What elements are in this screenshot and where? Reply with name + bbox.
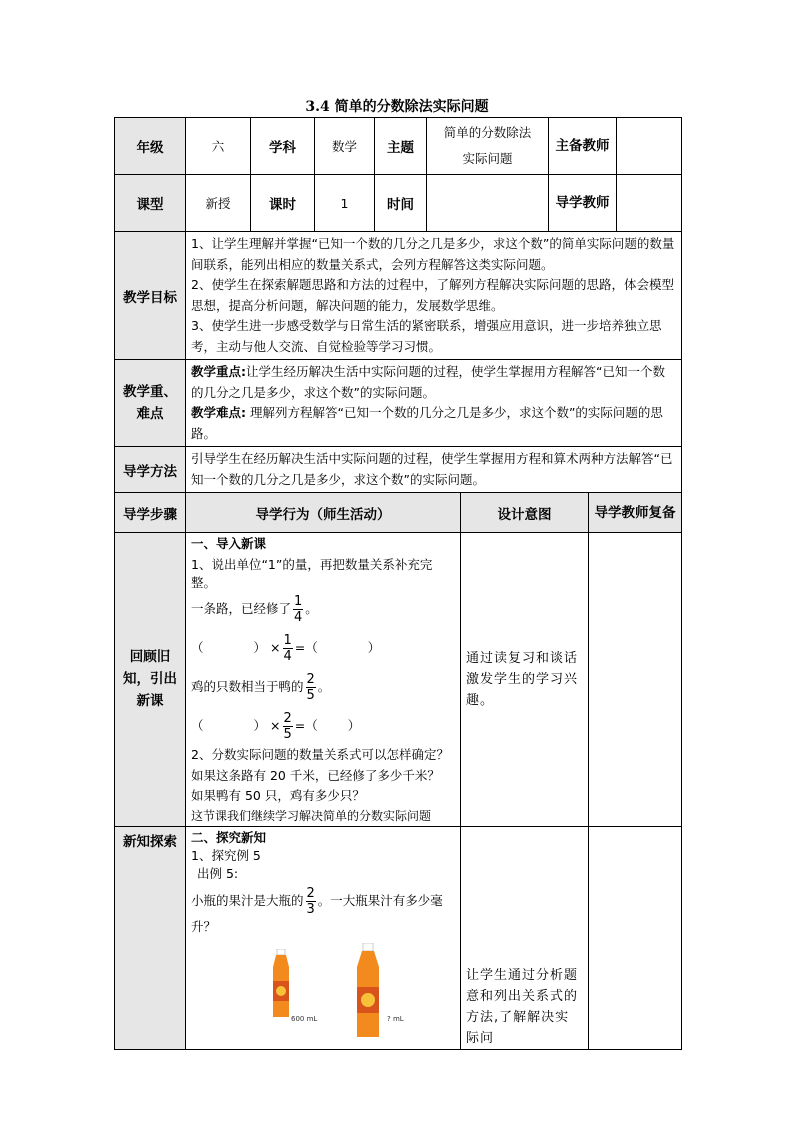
fraction-1-4: $\frac{1}{4}$	[294, 594, 303, 625]
col-intent: 设计意图	[461, 493, 589, 533]
explore-prep	[589, 826, 682, 1049]
type-value: 新授	[186, 175, 251, 232]
explore-intent: 让学生通过分析题意和列出关系式的方法,了解解决实际问	[461, 826, 589, 1049]
type-label: 课型	[115, 175, 186, 232]
prep-teacher-value	[617, 118, 682, 175]
grade-label: 年级	[115, 118, 186, 175]
topic-line2: 实际问题	[462, 151, 513, 166]
difficulty-label: 教学难点:	[191, 405, 246, 420]
focus-label: 教学重点:	[191, 364, 246, 379]
fraction-2-5: $\frac{2}{5}$	[283, 711, 292, 742]
subject-label: 学科	[251, 118, 315, 175]
time-label: 时间	[375, 175, 427, 232]
explore-label: 新知探索	[115, 826, 186, 1049]
duck-line: 鸡的只数相当于鸭的 $\frac{2}{5}$ 。	[191, 672, 331, 703]
prep-teacher-label: 主备教师	[549, 118, 617, 175]
col-prep: 导学教师复备	[589, 493, 682, 533]
explore-sub2: 出例 5:	[197, 865, 239, 881]
goal-item: 2、使学生在探索解题思路和方法的过程中，了解列方程解决实际问题的思路，体会模型思想，提高分析问题，解决问题的能力，发展数学思维。	[191, 277, 674, 313]
fraction-2-3: $\frac{2}{3}$	[306, 885, 315, 917]
goals-content	[186, 232, 682, 360]
method-label: 导学方法	[115, 447, 186, 493]
road-equation: （ ） × $\frac{1}{4}$ =（ ）	[191, 633, 381, 664]
small-bottle-caption: 600 mL	[291, 1014, 318, 1023]
keypoints-content	[186, 360, 682, 447]
lesson-plan-table	[114, 117, 682, 1050]
explore-heading: 二、探究新知	[191, 829, 267, 845]
fraction-1-4: $\frac{1}{4}$	[283, 633, 292, 664]
review-prep	[589, 533, 682, 827]
explore-sub1: 1、探究例 5	[191, 847, 261, 863]
page-title: 3.4 简单的分数除法实际问题	[305, 99, 489, 115]
col-steps: 导学步骤	[115, 493, 186, 533]
large-juice-bottle	[351, 943, 385, 1039]
explore-problem: 小瓶的果汁是大瓶的 $\frac{2}{3}$ 。一大瓶果汁有多少毫升？	[191, 885, 443, 934]
large-bottle-caption: ? mL	[387, 1014, 404, 1023]
difficulty-text: 理解列方程解答“已知一个数的几分之几是多少，求这个数”的实际问题的思路。	[191, 405, 663, 441]
hours-value: 1	[315, 175, 375, 232]
review-content	[186, 533, 461, 827]
review-heading: 一、导入新课	[191, 536, 267, 551]
review-intent: 通过读复习和谈话激发学生的学习兴趣。	[461, 533, 589, 827]
goals-label: 教学目标	[115, 232, 186, 360]
hours-label: 课时	[251, 175, 315, 232]
subject-value: 数学	[315, 118, 375, 175]
topic-line1: 简单的分数除法	[443, 125, 532, 140]
explore-content	[186, 826, 461, 1049]
method-text: 引导学生在经历解决生活中实际问题的过程，使学生掌握用方程和算术两种方法解答“已知一个数的几分之几是多少，求这个数”的实际问题。	[186, 447, 682, 493]
review-q4: 如果鸭有 50 只，鸡有多少只？	[191, 788, 365, 803]
duck-equation: （ ） × $\frac{2}{5}$ =（ ）	[191, 711, 361, 742]
review-q3: 如果这条路有 20 千米，已经修了多少千米？	[191, 767, 440, 783]
keypoints-label: 教学重、难点	[115, 360, 186, 447]
review-q2: 2、分数实际问题的数量关系式可以怎样确定？	[191, 747, 449, 762]
focus-text: 让学生经历解决生活中实际问题的过程，使学生掌握用方程解答“已知一个数的几分之几是多少，求这个数”的实际问题。	[191, 364, 665, 400]
guide-teacher-value	[617, 175, 682, 232]
review-label: 回顾旧知，引出新课	[115, 533, 186, 827]
topic-value	[427, 118, 549, 175]
juice-bottles-illustration	[191, 947, 455, 1047]
review-q5: 这节课我们继续学习解决简单的分数实际问题	[191, 808, 432, 823]
goal-item: 3、使学生进一步感受数学与日常生活的紧密联系，增强应用意识，进一步培养独立思考，主动与他人交流、自觉检验等学习习惯。	[191, 318, 662, 354]
review-q1: 1、说出单位“1”的量，再把数量关系补充完整。	[191, 557, 433, 590]
small-juice-bottle	[269, 949, 293, 1019]
guide-teacher-label: 导学教师	[549, 175, 617, 232]
col-behavior: 导学行为（师生活动）	[186, 493, 461, 533]
grade-value: 六	[186, 118, 251, 175]
topic-label: 主题	[375, 118, 427, 175]
goal-item: 1、让学生理解并掌握“已知一个数的几分之几是多少，求这个数”的简单实际问题的数量间联系，能列出相应的数量关系式，会列方程解答这类实际问题。	[191, 236, 675, 272]
fraction-2-5: $\frac{2}{5}$	[306, 672, 315, 703]
road-line: 一条路，已经修了 $\frac{1}{4}$ 。	[191, 594, 318, 625]
time-value	[427, 175, 549, 232]
